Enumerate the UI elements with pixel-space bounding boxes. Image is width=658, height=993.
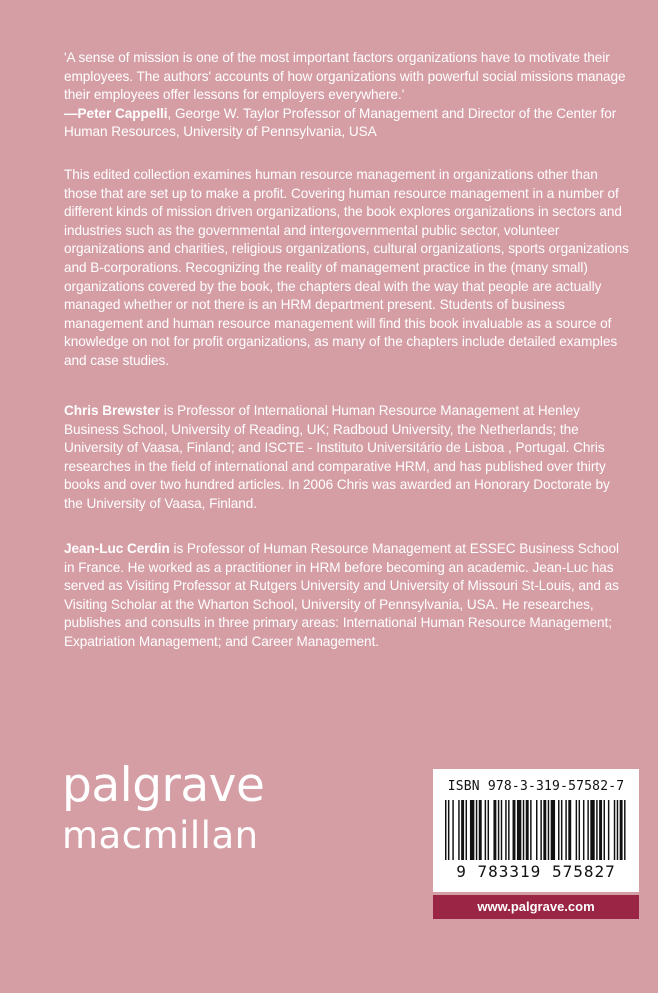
endorsement [64,49,630,142]
barcode-bar [452,800,453,860]
publisher-logo [62,758,264,858]
publisher-url[interactable]: www.palgrave.com [433,895,639,919]
barcode-bar [548,800,549,860]
barcode-bar [517,800,521,860]
barcode-bar [488,800,489,860]
barcode-bar [576,800,577,860]
barcode-bar [540,800,541,860]
barcode-bars [445,800,627,860]
ean-digits: 9 783319 575827 [456,862,616,881]
barcode-bar [614,800,615,860]
barcode-bar [599,800,602,860]
barcode-bar [530,800,531,860]
author-bio-brewster [64,402,630,514]
barcode-bar [498,800,499,860]
isbn-barcode [433,769,639,892]
barcode-bar [448,800,449,860]
barcode-bar [551,800,555,860]
barcode-bar [624,800,625,860]
bio-name: Jean-Luc Cerdin [64,541,170,556]
barcode-bar [617,800,618,860]
barcode-bar [561,800,562,860]
barcode-bar [505,800,506,860]
barcode-bar [565,800,566,860]
barcode-bar [508,800,509,860]
description-text: This edited collection examines human resource management in organizations other than those that are set up to make a profit. Covering human resource management in a number of different kinds of mission driven organizations, the book explores organizations in sectors and industries such as the governmental and intergovernmental public sector, volunteer organizations and charities, religious organizations, cultural organizations, sports organizations and B-corporations. Recognizing the reality of management practice in the (many small) organizations covered by the book, the chapters deal with the way that people are actually managed whether or not there is an HRM department present. Students of business management and human resource management will find this book invaluable as a source of knowledge on not for profit organizations, as many of the chapters include detailed examples and case studies. [64,167,629,368]
barcode-bar [583,800,584,860]
book-description [64,166,630,371]
barcode-bar [523,800,524,860]
barcode-bar [493,800,496,860]
barcode-bar [590,800,594,860]
barcode-bar [476,800,477,860]
endorsement-author: —Peter Cappelli [64,105,168,121]
isbn-label: ISBN 978-3-319-57582-7 [447,779,625,794]
endorsement-affiliation: , George W. Taylor Professor of Management and Director of the Center for Human Resources, University of Pennsylvania, USA [64,105,617,140]
barcode-bar [458,800,459,860]
bio-text: is Professor of Human Resource Management at ESSEC Business School in France. He worked as a practitioner in HRM before becoming an academic. Jean-Luc has served as Visiting Professor at Rutgers University and University of Missouri St-Louis, and as Visiting Scholar at the Wharton School, University of Pennsylvania, USA. He researches, publishes and consults in three primary areas: International Human Resource Management; Expatriation Management; and Career Management. [64,541,619,649]
logo-palgrave: palgrave [62,758,265,813]
bio-text: is Professor of International Human Resource Management at Henley Business School, University of Reading, UK; Radboud University, the Netherlands; the University of Vaasa, Finland; and ISCTE - Instituto Universitário de Lisboa , Portugal. Chris researches in the field of international and comparative HRM, and has published over thirty books and over two hundred articles. In 2006 Chris was awarded an Honorary Doctorate by the University of Vaasa, Finland. [64,403,610,511]
barcode-bar [466,800,467,860]
barcode-bar [620,800,623,860]
barcode-bar [513,800,516,860]
barcode-bar [587,800,588,860]
barcode-bar [501,800,502,860]
barcode-bar [445,800,446,860]
barcode-bar [558,800,559,860]
barcode-bar [543,800,546,860]
bio-name: Chris Brewster [64,403,161,418]
barcode-bar [536,800,537,860]
barcode-bar [579,800,580,860]
author-bio-cerdin [64,540,630,652]
barcode-bar [461,800,464,860]
barcode-bar [608,800,609,860]
logo-macmillan: macmillan [62,814,259,857]
endorsement-quote: 'A sense of mission is one of the most important factors organizations have to motivate their employees. The authors' accounts of how organizations with powerful social missions manage their employees offer lessons for employers everywhere.' [64,50,626,103]
barcode-bar [568,800,571,860]
barcode-bar [470,800,474,860]
barcode-bar [479,800,482,860]
barcode-bar [604,800,605,860]
barcode-bar [485,800,486,860]
barcode-bar [526,800,529,860]
barcode-bar [596,800,597,860]
